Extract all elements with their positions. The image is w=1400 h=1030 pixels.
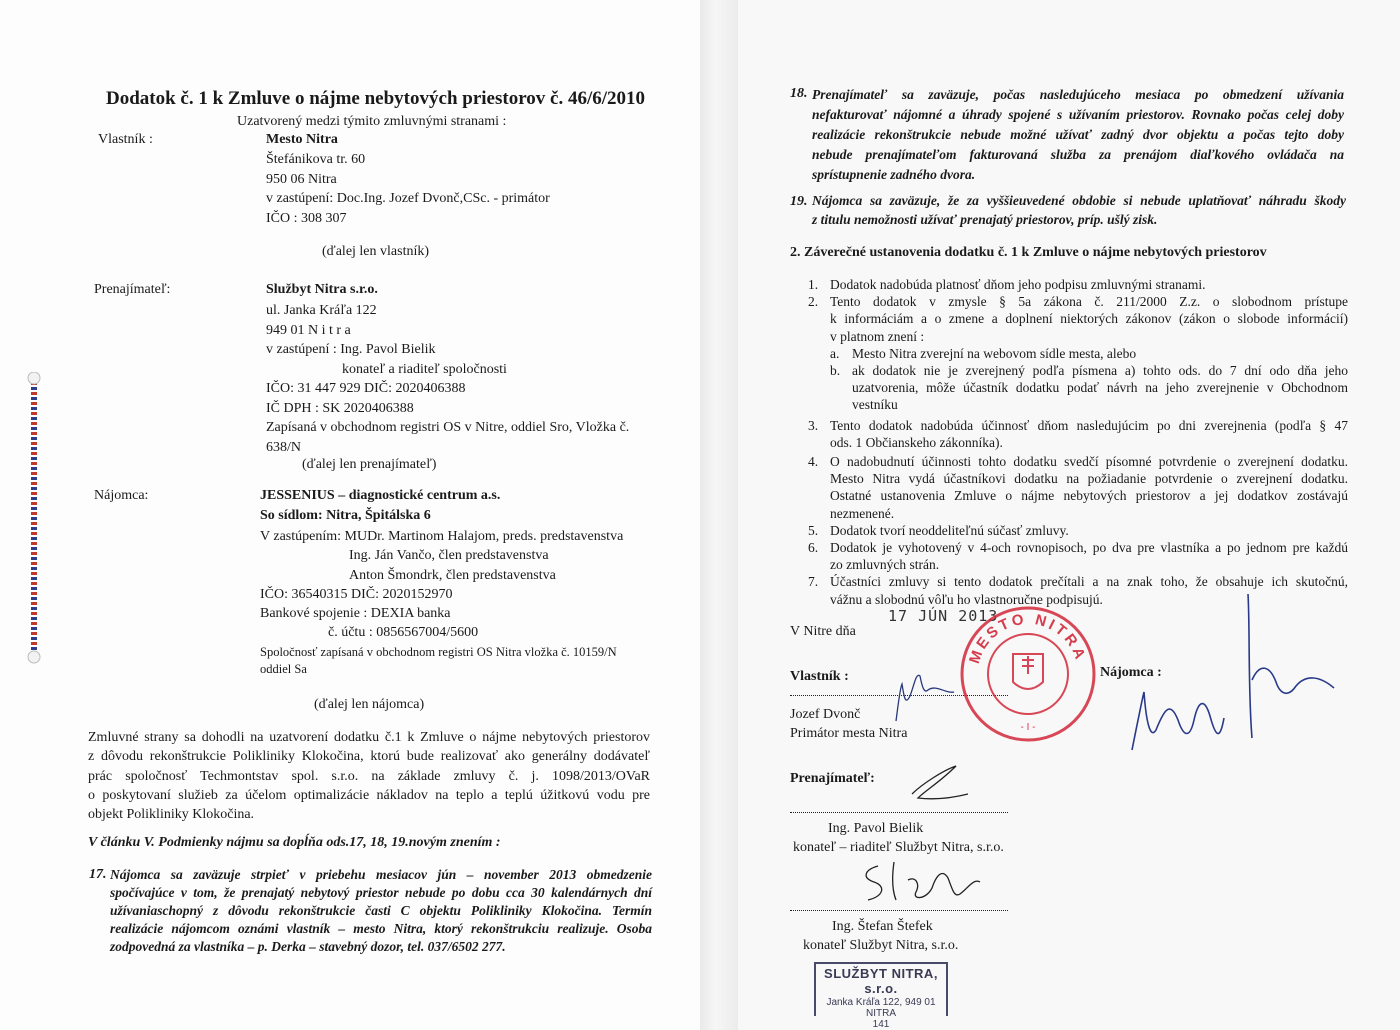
owner-details: [266, 150, 550, 228]
company-stamp-address: Janka Kráľa 122, 949 01 NITRA: [826, 997, 936, 1019]
provision-line: Tento dodatok nadobúda účinnosť dňom nasledujúcim po dni zverejnenia (podľa § 47: [830, 417, 1348, 433]
item-17-line: Nájomca sa zaväzuje strpieť v priebehu mesiacov jún – november 2013 obmedzenie: [110, 867, 652, 882]
lessor-signer1-name: Ing. Pavol Bielik: [828, 821, 924, 836]
lessor-signer1-title: konateľ – riaditeľ Službyt Nitra, s.r.o.: [793, 840, 1004, 855]
lessor-label: Prenajímateľ:: [94, 282, 171, 297]
owner-name: Mesto Nitra: [266, 132, 338, 147]
binding-cord: [27, 372, 41, 664]
lessor-detail-line: Zapísaná v obchodnom registri OS v Nitre, oddiel Sro, Vložka č.: [266, 420, 630, 435]
lessor-alias: (ďalej len prenajímateľ): [302, 457, 437, 472]
provision-number: 3.: [808, 417, 819, 433]
provision-item: [808, 293, 1348, 345]
company-stamp: [814, 962, 948, 1030]
item-18-number: 18.: [790, 86, 808, 101]
tenant-detail-line: č. účtu : 0856567004/5600: [328, 625, 479, 641]
agreement-paragraph: [88, 728, 650, 824]
owner-label: Vlastník :: [98, 132, 153, 147]
owner-signature: [888, 666, 968, 726]
provision-line: ods. 1 Občianskeho zákonníka).: [830, 434, 1003, 450]
item-18-text: [812, 85, 1344, 185]
lessor-details: [266, 301, 629, 457]
lessor-signer2-title: konateľ Službyt Nitra, s.r.o.: [803, 938, 959, 953]
owner-detail-line: IČO : 308 307: [266, 210, 347, 226]
provision-line: Účastníci zmluvy si tento dodatok prečítali a na znak toho, že obsahuje ich skutočnú,: [830, 574, 1348, 590]
item-18-line: sprístupnenie zadného dvora.: [812, 167, 976, 182]
provision-line: uzatvorenia, môže účastník dodatku podať návrh na jeho zverejnenie v Obchodnom: [852, 380, 1348, 396]
tenant-detail-line: Spoločnosť zapísaná v obchodnom registri OS Nitra vložka č. 10159/N: [260, 645, 617, 659]
owner-sign-label: Vlastník :: [790, 669, 849, 684]
provision-number: 1.: [808, 277, 819, 292]
owner-signer-name: Jozef Dvonč: [790, 707, 861, 722]
tenant-seat: So sídlom: Nitra, Špitálska 6: [260, 508, 431, 523]
agreement-line: o poskytovaní služieb za účelom optimalizácie nákladov na teplo a teplú úžitkovú vodu pre: [88, 787, 650, 803]
provision-line: ak dodatok nie je zverejnený podľa písmena a) tohto ods. do 7 dní odo dňa jeho: [852, 363, 1348, 379]
provision-line: Dodatok nadobúda platnosť dňom jeho podpisu zmluvnými stranami.: [830, 277, 1206, 292]
lessor-detail-line: IČ DPH : SK 2020406388: [266, 400, 414, 416]
provision-item: [808, 345, 1348, 362]
document-title: Dodatok č. 1 k Zmluve o nájme nebytových priestorov č. 46/6/2010: [106, 88, 646, 109]
item-17-line: spočívajúce v tom, že prenajatý nebytový priestor nebude po dobu cca 30 kalendárnych dní: [110, 885, 652, 900]
owner-signer-title: Primátor mesta Nitra: [790, 726, 908, 741]
provision-number: 2.: [808, 294, 819, 310]
provision-letter: a.: [830, 345, 840, 361]
provision-line: Mesto Nitra zverejní na webovom sídle mesta, alebo: [852, 345, 1137, 361]
lessor-name: Službyt Nitra s.r.o.: [266, 282, 378, 297]
tenant-register: [260, 644, 617, 678]
provision-number: 5.: [808, 522, 819, 538]
tenant-details: [260, 527, 623, 643]
provision-number: 6.: [808, 540, 819, 556]
item-18-line: nefakturovať nájomné a úhrady spojené s užívaním priestorov. Rovnako počas celej doby: [812, 107, 1344, 122]
tenant-detail-line: oddiel Sa: [260, 662, 307, 676]
provision-line: vestníku: [852, 397, 898, 413]
provision-line: Mesto Nitra vydá účastníkovi dodatku na požiadanie potvrdenie o zverejnení dodatku.: [830, 471, 1348, 487]
provision-item: [808, 362, 1348, 414]
lessor-signer2-name: Ing. Štefan Štefek: [832, 919, 933, 934]
provision-item: [808, 539, 1348, 573]
city-seal-stamp: [958, 604, 1098, 744]
item-18-line: realizácie rekonštrukcie nebude možné užívať zadný dvor objektu a počas tejto doby: [812, 127, 1344, 142]
intro-text: Uzatvorený medzi týmito zmluvnými stranami :: [237, 114, 507, 129]
provision-line: Tento dodatok v zmysle § 5a zákona č. 211/2000 Z.z. o slobodnom prístupe: [830, 294, 1348, 310]
agreement-line: Zmluvné strany sa dohodli na uzatvorení dodatku č.1 k Zmluve o nájme nebytových priestorov: [88, 730, 650, 745]
tenant-detail-line: Anton Šmondrk, člen predstavenstva: [349, 567, 556, 583]
seal-bottom-text: - I -: [1020, 722, 1036, 733]
provision-line: O nadobudnutí účinnosti tohto dodatku svedčí písomné potvrdenie o zverejnení dodatku.: [830, 454, 1348, 470]
tenant-name: JESSENIUS – diagnostické centrum a.s.: [260, 488, 501, 503]
provision-item: [808, 276, 1348, 293]
tenant-signature: [1120, 570, 1360, 770]
provision-line: vážnu a slobodnú vôľu ho vlastnoručne podpisujú.: [830, 591, 1103, 607]
seal-text: MESTO NITRA: [966, 610, 1090, 666]
lessor-detail-line: konateľ a riaditeľ spoločnosti: [342, 361, 507, 377]
provisions-list: [808, 276, 1348, 608]
company-stamp-number: 141: [872, 1019, 890, 1030]
provision-line: Dodatok je vyhotovený v 4-och rovnopisoch, po dva pre vlastníka a po jednom pre každú: [830, 540, 1348, 556]
item-19-line: Nájomca sa zaväzuje, že za vyššieuvedené obdobie si nebude uplatňovať náhradu škody: [812, 193, 1346, 208]
provision-line: k informáciám a o zmene a doplnení niektorých zákonov (zákon o slobode informácií): [830, 311, 1348, 327]
item-17-line: užívaniaschopný z dôvodu rekonštrukcie časti C objektu Polikliniky Klokočina. Termín: [110, 903, 652, 918]
agreement-line: z dôvodu rekonštrukcie Polikliniky Klokočina, ktorú bude realizovať ako generálny dodávateľ: [88, 749, 650, 765]
tenant-alias: (ďalej len nájomca): [314, 697, 425, 712]
lessor-signature-1: [904, 764, 974, 808]
owner-detail-line: Štefánikova tr. 60: [266, 152, 366, 167]
provision-number: 7.: [808, 574, 819, 590]
item-17-number: 17.: [89, 867, 107, 882]
section-2-heading: 2. Záverečné ustanovenia dodatku č. 1 k Zmluve o nájme nebytových priestorov: [790, 245, 1267, 260]
item-19-number: 19.: [790, 194, 808, 209]
provision-item: [808, 417, 1348, 451]
amendment-heading: V článku V. Podmienky nájmu sa dopĺňa ods.17, 18, 19.novým znením :: [88, 835, 501, 850]
item-19-line: z titulu nemožnosti užívať prenajatý priestorov, príp. ušlý zisk.: [812, 212, 1158, 227]
provision-letter: b.: [830, 363, 841, 379]
owner-alias: (ďalej len vlastník): [322, 244, 430, 259]
item-17-line: zodpovedná za vlastníka – p. Derka – stavebný dozor, tel. 037/6502 277.: [110, 939, 506, 954]
lessor-sign-label: Prenajímateľ:: [790, 771, 875, 786]
lessor-signature-line-1: [790, 812, 1008, 813]
tenant-sign-label: Nájomca :: [1100, 665, 1162, 680]
agreement-line: objekt Polikliniky Klokočina.: [88, 807, 255, 823]
provision-line: Ostatné ustanovenia Zmluve o nájme nebytových priestorov a jej dodatkov zostávajú: [830, 488, 1348, 504]
owner-detail-line: v zastúpení: Doc.Ing. Jozef Dvonč,CSc. - primátor: [266, 191, 550, 206]
provision-line: zo zmluvných strán.: [830, 557, 940, 573]
provision-line: Dodatok tvorí neoddeliteľnú súčasť zmluvy.: [830, 522, 1069, 538]
tenant-detail-line: Bankové spojenie : DEXIA banka: [260, 606, 451, 622]
lessor-signature-2: [856, 856, 986, 912]
place-label: V Nitre dňa: [790, 624, 856, 639]
company-stamp-name: SLUŽBYT NITRA, s.r.o.: [824, 966, 938, 996]
item-17-text: [110, 866, 652, 956]
item-18-line: nebude prenajímateľom fakturovaná služba za prenájom diaľkového ovládača na: [812, 147, 1344, 162]
lessor-detail-line: v zastúpení : Ing. Pavol Bielik: [266, 342, 436, 357]
page-gutter: [700, 0, 738, 1030]
item-17-line: realizácie nájomcom oznámi vlastník – mesto Nitra, ktorý rekonštrukciu realizuje. Osoba: [110, 921, 652, 936]
provision-number: 4.: [808, 454, 819, 470]
lessor-detail-line: ul. Janka Kráľa 122: [266, 303, 377, 318]
tenant-label: Nájomca:: [94, 488, 149, 503]
provision-item: [808, 522, 1348, 539]
provision-line: v platnom znení :: [830, 328, 925, 344]
item-18-line: Prenajímateľ sa zaväzuje, počas nasledujúceho mesiaca po obmedzení užívania: [812, 87, 1344, 102]
tenant-detail-line: IČO: 36540315 DIČ: 2020152970: [260, 586, 453, 602]
provision-line: nezmenené.: [830, 505, 895, 521]
agreement-line: prác spoločnosť Techmontstav spol. s.r.o. na základe zmluvy č. j. 1098/2013/OVaR: [88, 768, 650, 784]
tenant-detail-line: Ing. Ján Vančo, člen predstavenstva: [349, 548, 549, 564]
tenant-detail-line: V zastúpením: MUDr. Martinom Halajom, preds. predstavenstva: [260, 529, 624, 544]
lessor-detail-line: IČO: 31 447 929 DIČ: 2020406388: [266, 381, 466, 396]
provision-item: [808, 453, 1348, 522]
lessor-detail-line: 949 01 N i t r a: [266, 322, 351, 338]
lessor-detail-line: 638/N: [266, 439, 301, 455]
item-19-text: [812, 191, 1346, 229]
owner-detail-line: 950 06 Nitra: [266, 171, 337, 187]
date-stamp: 17 JÚN 2013: [888, 607, 999, 625]
